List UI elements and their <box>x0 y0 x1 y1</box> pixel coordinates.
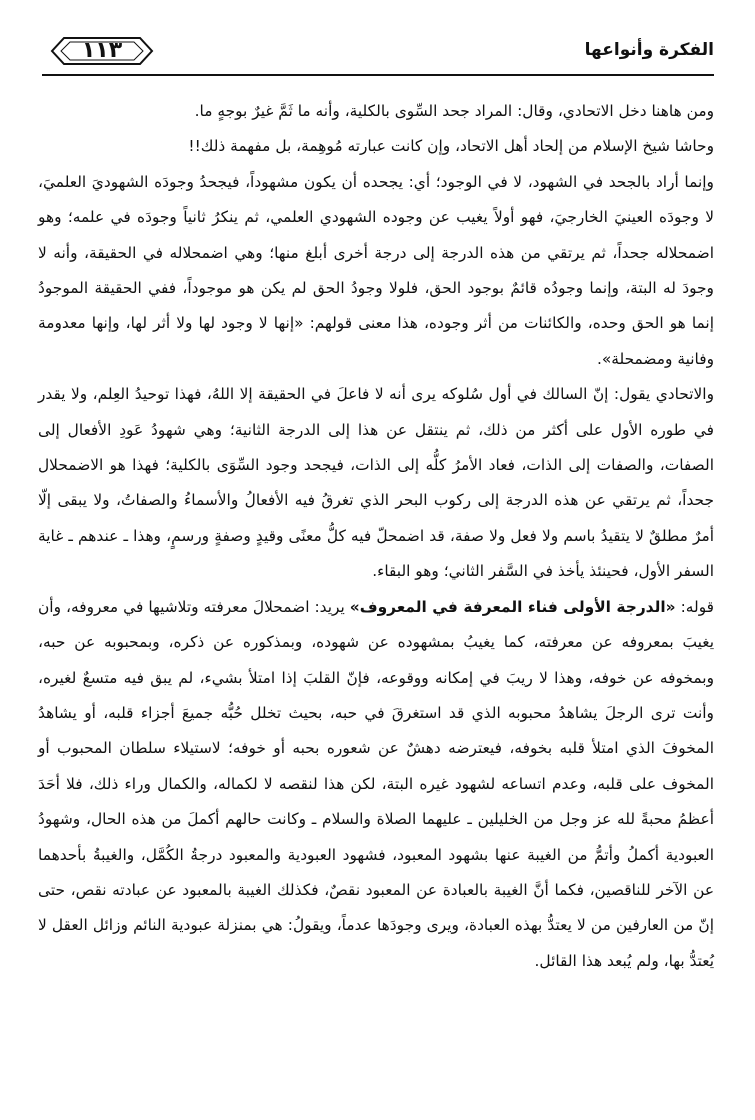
page-body <box>38 94 714 979</box>
paragraph-text: يريد: اضمحلالَ معرفته وتلاشيها في معروفه، وأن يغيبَ بمعروفه عن معرفته، كما يغيبُ بمشهوده عن شهوده، وبمذكوره عن ذكره، وبمحبوبه عن حبه، وبمخوفه عن خوفه، وهذا لا ريبَ في إمكانه ووقوعه، فإنّ القلبَ إذا امتلأ بشيء، لم يبق فيه متسعٌ لغيره، وأنت ترى الرجلَ يشاهدُ محبوبه الذي قد استغرقَ في حبه، بحيث تخلل حُبُّه جميعَ أجزاء قلبه، أو يشاهدُ المخوفَ الذي امتلأ قلبه بخوفه، فيعترضه دهشٌ عن شعوره بحبه أو خوفه؛ لاستيلاء سلطان المحبوب أو المخوف على قلبه، وعدم اتساعه لشهود غيره البتة، لكن هذا لنقصه لا لكماله، والكمال وراء ذلك، فلا أحَدَ أعظمُ محبةً لله عز وجل من الخليلين ـ عليهما الصلاة والسلام ـ وكانت حالهم أكملَ من هذه الحال، وشهودُ العبودية أكملُ وأتمُّ من الغيبة عنها بشهود المعبود، فشهود العبودية والمعبود درجةُ الكُمَّل، والغيبةُ بأحدهما عن الآخر للناقصين، فكما أنَّ الغيبة بالعبادة عن المعبود نقصٌ، فكذلك الغيبة بالمعبود عن عبادته نقص، حتى إنّ من العارفين من لا يعتدُّ بهذه العبادة، ويرى وجودَها عدماً، ويقولُ: هي بمنزلة عبودية النائم وزائل العقل لا يُعتدُّ بها، ولم يُبعد هذا القائل. <box>38 597 714 970</box>
running-title: الفكرة وأنواعها <box>584 40 714 60</box>
page-number-frame <box>50 36 154 66</box>
paragraph: وإنما أراد بالجحد في الشهود، لا في الوجود؛ أي: يجحده أن يكون مشهوداً، فيجحدُ وجودَه الشهوديَ العلميَ، لا وجودَه العينيَ الخارجيَ، فهو أولاً يغيب عن وجوده الشهودي العلمي، ثم ينكرُ ثانياً وجودَه في علمه؛ وهو اضمحلاله جحداً، ثم يرتقي من هذه الدرجة إلى درجة أخرى أبلغ منها؛ وهي اضمحلاله في الحقيقة، وأنه لا وجودَ له البتة، وإنما وجودُه قائمٌ بوجود الحق، فلولا وجودُ الحق لم يكن هو موجوداً، ففي الحقيقة الموجودُ إنما هو الحق وحده، والكائنات من أثر وجوده، هذا معنى قولهم: «إنها لا وجود لها ولا أثر لها، وإنها معدومة وفانية ومضمحلة». <box>38 172 714 368</box>
paragraph: والاتحادي يقول: إنّ السالك في أول سُلوكه يرى أنه لا فاعلَ في الحقيقة إلا اللهُ، فهذا توحيدُ العِلم، ولا يقدر في طوره الأول على أكثر من ذلك، ثم ينتقل عن هذا إلى الدرجة الثانية؛ وهي شهودُ عَودِ الأفعال إلى الصفات، والصفات إلى الذات، فعاد الأمرُ كلُّه إلى الذات، فيجحد وجود السِّوَى بالكلية؛ فهذا هو الاضمحلال جحداً، ثم يرتقي عن هذه الدرجة إلى ركوب البحر الذي تغرقُ فيه الأفعالُ والأسماءُ والصفاتُ، ولا يبقى إلّا أمرٌ مطلقٌ لا يتقيدُ باسم ولا فعل ولا صفة، قد اضمحلّ فيه كلُّ معنًى وقيدٍ وصفةٍ ورسمٍ، وهذا ـ عندهم ـ غاية السفر الأول، فحينئذ يأخذ في السَّفر الثاني؛ وهو البقاء. <box>38 385 714 581</box>
page-header <box>42 34 714 74</box>
quoted-heading: «الدرجة الأولى فناء المعرفة في المعروف» <box>349 597 676 616</box>
paragraph-lead: قوله: <box>675 597 714 616</box>
page-number: ١١٣ <box>81 38 123 63</box>
paragraph <box>38 590 714 979</box>
header-rule <box>42 74 714 76</box>
paragraph: وحاشا شيخ الإسلام من إلحاد أهل الاتحاد، وإن كانت عبارته مُوهِمة، بل مفهمة ذلك!! <box>188 137 714 156</box>
paragraph: ومن هاهنا دخل الاتحادي، وقال: المراد جحد السِّوى بالكلية، وأنه ما ثَمَّ غيرٌ بوجهٍ ما. <box>194 102 714 120</box>
